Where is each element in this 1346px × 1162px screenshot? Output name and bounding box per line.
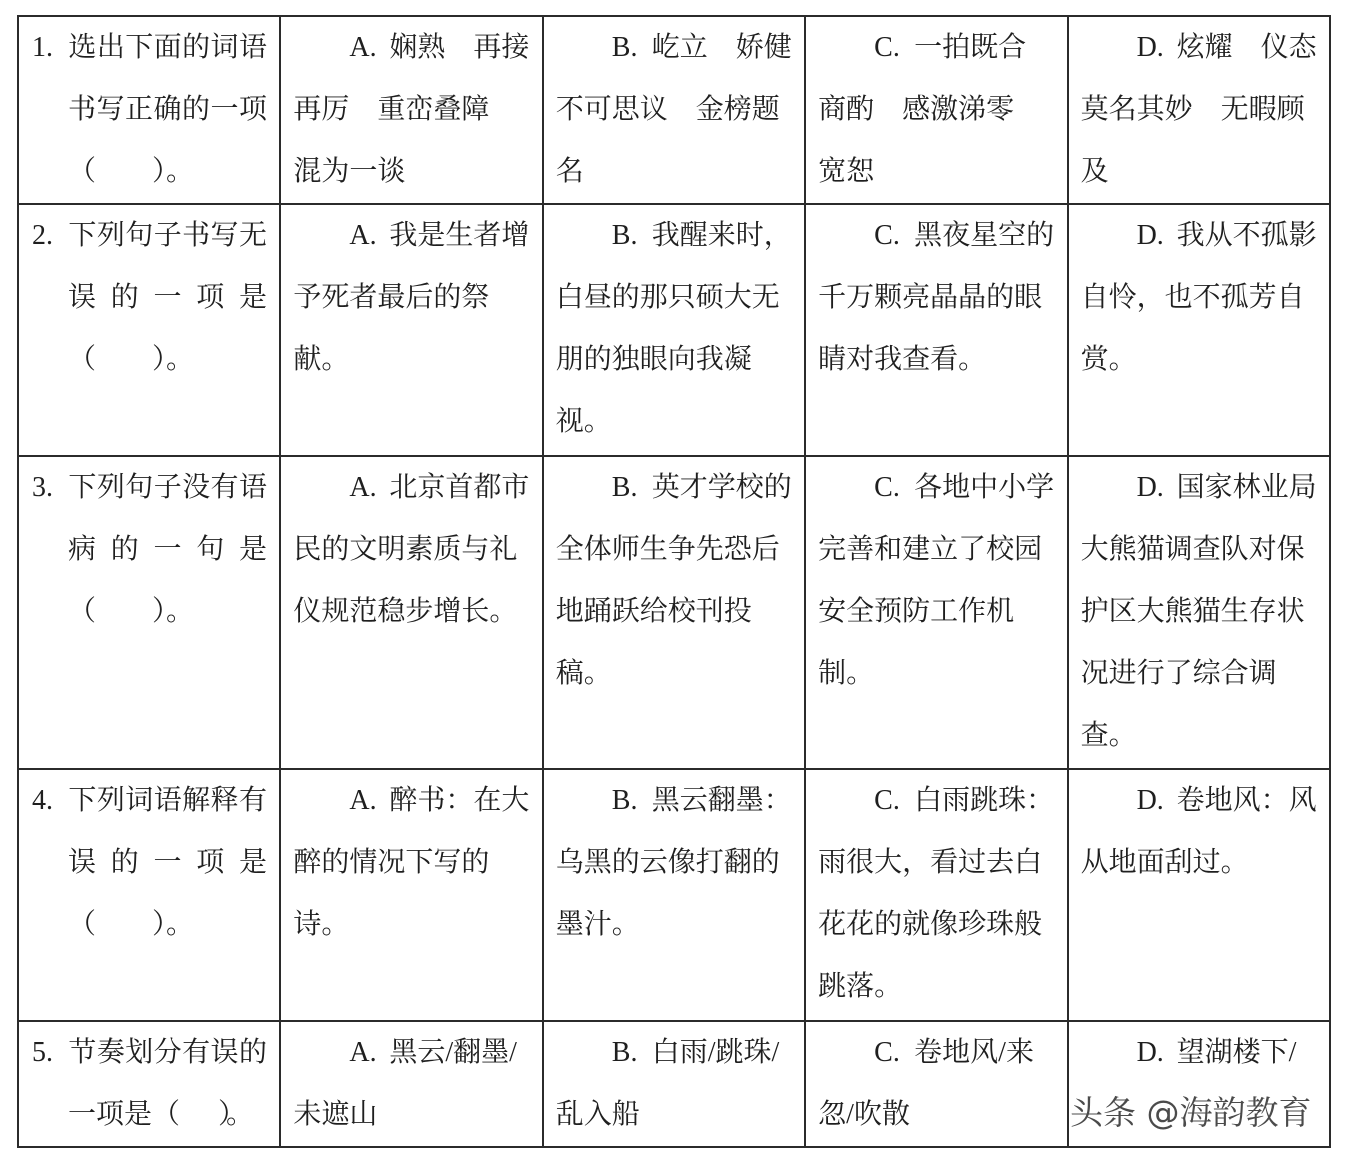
q3-stem bbox=[32, 457, 267, 643]
question-text: 下列句子书写无误的一项是 bbox=[68, 220, 267, 313]
q1-option-c-cell bbox=[805, 16, 1067, 204]
q2-option-d bbox=[1081, 205, 1321, 391]
option-text: 各地中小学完善和建立了校园安全预防工作机制。 bbox=[818, 472, 1055, 689]
q1-option-d bbox=[1080, 17, 1345, 203]
q4-option-b bbox=[556, 770, 796, 956]
option-text: 娴熟 再接再厉 重峦叠障 混为一谈 bbox=[293, 32, 530, 187]
option-label: B. bbox=[611, 785, 638, 816]
question-text: 下列词语解释有误的一项是 bbox=[68, 785, 267, 878]
option-label: C. bbox=[874, 220, 900, 251]
q5-option-a-cell bbox=[280, 1021, 542, 1147]
q3-option-c-cell bbox=[805, 456, 1067, 769]
question-row-4 bbox=[18, 769, 1330, 1021]
q3-option-d-cell bbox=[1068, 456, 1330, 769]
question-row-2 bbox=[18, 204, 1330, 456]
q5-option-b bbox=[556, 1022, 796, 1146]
question-number: 4. bbox=[32, 785, 53, 816]
question-number: 5. bbox=[32, 1037, 53, 1068]
question-text: 选出下面的词语书写正确的一项 bbox=[68, 32, 267, 125]
option-text: 醉书：在大醉的情况下写的诗。 bbox=[293, 785, 530, 940]
answer-blank: （ ）。 bbox=[152, 1099, 249, 1130]
option-text: 卷地风：风从地面刮过。 bbox=[1080, 785, 1317, 878]
option-label: B. bbox=[611, 220, 638, 251]
question-text: 下列句子没有语病的一句是 bbox=[68, 472, 267, 565]
q5-option-b-cell bbox=[543, 1021, 805, 1147]
option-label: B. bbox=[611, 472, 638, 503]
option-text: 黑云/翻墨/未遮山 bbox=[293, 1037, 517, 1130]
option-label: D. bbox=[1136, 785, 1164, 816]
option-label: D. bbox=[1136, 220, 1164, 251]
q2-option-a bbox=[293, 205, 533, 391]
q3-option-b-cell bbox=[543, 456, 805, 769]
option-text: 英才学校的全体师生争先恐后地踊跃给校刊投稿。 bbox=[555, 472, 792, 689]
watermark: 头条 @海韵教育 bbox=[1070, 1093, 1312, 1132]
q1-option-c bbox=[818, 17, 1058, 203]
option-text: 黑夜星空的千万颗亮晶晶的眼睛对我查看。 bbox=[818, 220, 1055, 375]
answer-blank: （ ）。 bbox=[68, 344, 195, 375]
option-text: 北京首都市民的文明素质与礼仪规范稳步增长。 bbox=[293, 472, 530, 627]
option-label: D. bbox=[1136, 32, 1164, 63]
q3-option-a-cell bbox=[280, 456, 542, 769]
option-text: 卷地风/来忽/吹散 bbox=[818, 1037, 1034, 1130]
q1-option-b-cell bbox=[543, 16, 820, 204]
question-table bbox=[17, 15, 1345, 1148]
q5-option-c-cell bbox=[805, 1021, 1067, 1147]
option-text: 我从不孤影自怜，也不孤芳自赏。 bbox=[1080, 220, 1317, 375]
q3-option-a bbox=[293, 457, 533, 643]
q3-option-d bbox=[1081, 457, 1321, 767]
question-number: 3. bbox=[32, 472, 53, 503]
q4-option-a-cell bbox=[280, 769, 542, 1021]
option-label: A. bbox=[349, 220, 377, 251]
option-text: 屹立 娇健 不可思议 金榜题名 bbox=[555, 32, 820, 187]
q1-stem bbox=[32, 17, 267, 203]
answer-blank: （ ）。 bbox=[68, 596, 195, 627]
option-label: B. bbox=[611, 1037, 638, 1068]
q2-stem-cell bbox=[18, 204, 280, 456]
q5-option-d bbox=[1081, 1022, 1321, 1084]
q2-option-b bbox=[556, 205, 796, 453]
q3-option-c bbox=[818, 457, 1058, 705]
q4-option-a bbox=[293, 770, 533, 956]
q1-option-b bbox=[555, 17, 820, 203]
option-label: B. bbox=[611, 32, 638, 63]
q4-option-b-cell bbox=[543, 769, 805, 1021]
q2-option-c-cell bbox=[805, 204, 1067, 456]
q2-option-c bbox=[818, 205, 1058, 391]
q2-option-d-cell bbox=[1068, 204, 1330, 456]
q2-option-a-cell bbox=[280, 204, 542, 456]
q1-option-d-cell bbox=[1068, 16, 1345, 204]
option-label: D. bbox=[1136, 1037, 1164, 1068]
option-text: 我醒来时，白昼的那只硕大无朋的独眼向我凝视。 bbox=[555, 220, 792, 437]
q5-option-a bbox=[293, 1022, 533, 1146]
option-text: 白雨跳珠：雨很大，看过去白花花的就像珍珠般跳落。 bbox=[818, 785, 1055, 1002]
question-number: 2. bbox=[32, 220, 53, 251]
option-label: D. bbox=[1136, 472, 1164, 503]
q3-stem-cell bbox=[18, 456, 280, 769]
q4-stem-cell bbox=[18, 769, 280, 1021]
option-text: 白雨/跳珠/乱入船 bbox=[555, 1037, 780, 1130]
answer-blank: （ ）。 bbox=[68, 909, 195, 940]
question-row-1 bbox=[18, 16, 1330, 204]
q1-stem-cell bbox=[18, 16, 280, 204]
q1-option-a-cell bbox=[280, 16, 542, 204]
option-label: C. bbox=[874, 1037, 900, 1068]
option-text: 望湖楼下/ bbox=[1176, 1037, 1297, 1068]
q2-option-b-cell bbox=[543, 204, 805, 456]
option-text: 黑云翻墨：乌黑的云像打翻的墨汁。 bbox=[555, 785, 792, 940]
q4-stem bbox=[32, 770, 267, 956]
q5-stem bbox=[32, 1022, 267, 1146]
option-text: 国家林业局大熊猫调查队对保护区大熊猫生存状况进行了综合调查。 bbox=[1080, 472, 1317, 751]
q1-option-a bbox=[293, 17, 533, 203]
question-row-3 bbox=[18, 456, 1330, 769]
question-text: 节奏划分有误的一项是 bbox=[68, 1037, 267, 1130]
answer-blank: （ ）。 bbox=[68, 156, 195, 187]
question-table-body bbox=[18, 16, 1345, 1147]
option-text: 我是生者增予死者最后的祭献。 bbox=[293, 220, 530, 375]
q4-option-c-cell bbox=[805, 769, 1067, 1021]
option-label: C. bbox=[874, 785, 900, 816]
q5-option-c bbox=[818, 1022, 1058, 1146]
q4-option-d bbox=[1081, 770, 1321, 894]
option-text: 炫耀 仪态 莫名其妙 无暇顾及 bbox=[1080, 32, 1345, 187]
option-label: C. bbox=[874, 472, 900, 503]
option-label: A. bbox=[349, 785, 377, 816]
option-label: C. bbox=[874, 32, 900, 63]
option-text: 一拍既合 商酌 感激涕零 宽恕 bbox=[818, 32, 1055, 187]
q3-option-b bbox=[556, 457, 796, 705]
option-label: A. bbox=[349, 472, 377, 503]
option-label: A. bbox=[349, 32, 377, 63]
question-number: 1. bbox=[32, 32, 53, 63]
option-label: A. bbox=[349, 1037, 377, 1068]
q4-option-d-cell bbox=[1068, 769, 1330, 1021]
q5-stem-cell bbox=[18, 1021, 280, 1147]
q2-stem bbox=[32, 205, 267, 391]
q4-option-c bbox=[818, 770, 1058, 1018]
